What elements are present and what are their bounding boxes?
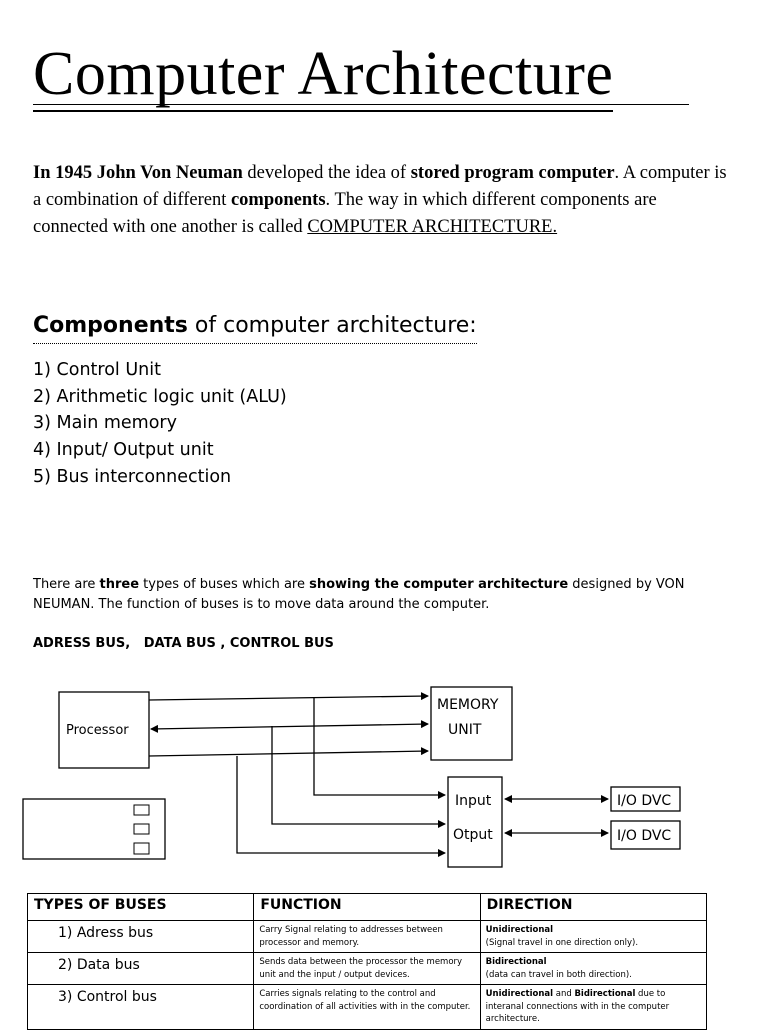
components-heading-bold: Components [33, 313, 188, 338]
io-device-label-1: I/O DVC [617, 793, 672, 809]
page-title: Computer Architecture [33, 38, 613, 112]
drive-bay-icon [134, 824, 149, 834]
direction-bold: Bidirectional [485, 957, 547, 967]
buses-text-3: designed by VON NEUMAN. The function of buses is to move data around the computer. [33, 577, 685, 612]
intro-paragraph [33, 160, 733, 241]
bus-function-cell: Carry Signal relating to addresses between processor and memory. [254, 921, 480, 953]
intro-bold-3: components [230, 190, 326, 210]
bus-types-table [27, 893, 707, 1030]
io-label-input: Input [455, 793, 492, 809]
table-header-row [28, 894, 707, 921]
control-bus-tap [237, 756, 445, 853]
buses-bold-2: showing the computer architecture [309, 577, 569, 592]
io-device-label-2: I/O DVC [617, 828, 672, 844]
io-unit-box [448, 777, 502, 867]
data-bus-tap [272, 726, 445, 824]
intro-text-3: . The way in which different components are connected with one another is called [33, 190, 657, 237]
components-list [33, 357, 287, 491]
intro-text-2: . A computer is a combination of different [33, 163, 727, 210]
list-item: 1) Control Unit [33, 360, 161, 380]
list-item: 3) Main memory [33, 413, 177, 434]
table-row [28, 921, 707, 953]
buses-text-1: There are [33, 577, 100, 592]
bus-function-cell: Sends data between the processor the memory unit and the input / output devices. [254, 953, 480, 985]
intro-bold-1: In 1945 John Von Neuman [33, 163, 243, 183]
direction-note: (data can travel in both direction). [485, 969, 632, 980]
bus-name-cell: 2) Data bus [28, 953, 254, 985]
direction-bold: Unidirectional [485, 989, 554, 999]
table-row [28, 985, 707, 1030]
io-label-output: Otput [453, 827, 493, 843]
table-header-cell: FUNCTION [254, 894, 480, 921]
buses-paragraph [33, 575, 713, 615]
list-item: 4) Input/ Output unit [33, 440, 214, 461]
components-heading-rest: of computer architecture: [187, 313, 477, 338]
processor-label: Processor [66, 723, 129, 738]
intro-underlined-term: COMPUTER ARCHITECTURE. [307, 217, 558, 237]
drive-bay-icon [134, 843, 149, 854]
memory-label-line2: UNIT [448, 722, 482, 738]
table-header-cell: TYPES OF BUSES [28, 894, 254, 921]
data-bus-line [151, 724, 428, 729]
bus-function-cell: Carries signals relating to the control and coordination of all activities with in the computer. [254, 985, 480, 1030]
architecture-diagram [0, 670, 768, 870]
direction-bold: Unidirectional [485, 925, 554, 935]
direction-mid: and [553, 989, 575, 999]
list-item: 2) Arithmetic logic unit (ALU) [33, 386, 287, 407]
direction-note: due to interanal connections with in the computer architecture. [485, 989, 670, 1024]
components-heading [33, 309, 477, 344]
bus-name-cell: 1) Adress bus [28, 921, 254, 953]
buses-text-2: types of buses which are [139, 577, 310, 592]
bus-direction-cell [480, 921, 706, 953]
drive-bay-icon [134, 805, 149, 815]
intro-text-1: developed the idea of [242, 163, 411, 183]
bus-direction-cell [480, 985, 706, 1030]
table-row [28, 953, 707, 985]
title-double-underline [33, 104, 689, 105]
table-header-cell: DIRECTION [480, 894, 706, 921]
bus-name-cell: 3) Control bus [28, 985, 254, 1030]
intro-bold-2: stored program computer [410, 163, 615, 183]
direction-note: (Signal travel in one direction only). [485, 937, 639, 948]
list-item: 5) Bus interconnection [33, 466, 232, 487]
bus-direction-cell [480, 953, 706, 985]
control-bus-line [149, 751, 428, 756]
direction-bold-2: Bidirectional [574, 989, 636, 999]
address-bus-line [149, 696, 428, 700]
buses-bold-1: three [99, 577, 140, 592]
memory-label-line1: MEMORY [437, 697, 499, 713]
bus-names-line: ADRESS BUS, DATA BUS , CONTROL BUS [33, 636, 334, 651]
address-bus-tap [314, 698, 445, 795]
